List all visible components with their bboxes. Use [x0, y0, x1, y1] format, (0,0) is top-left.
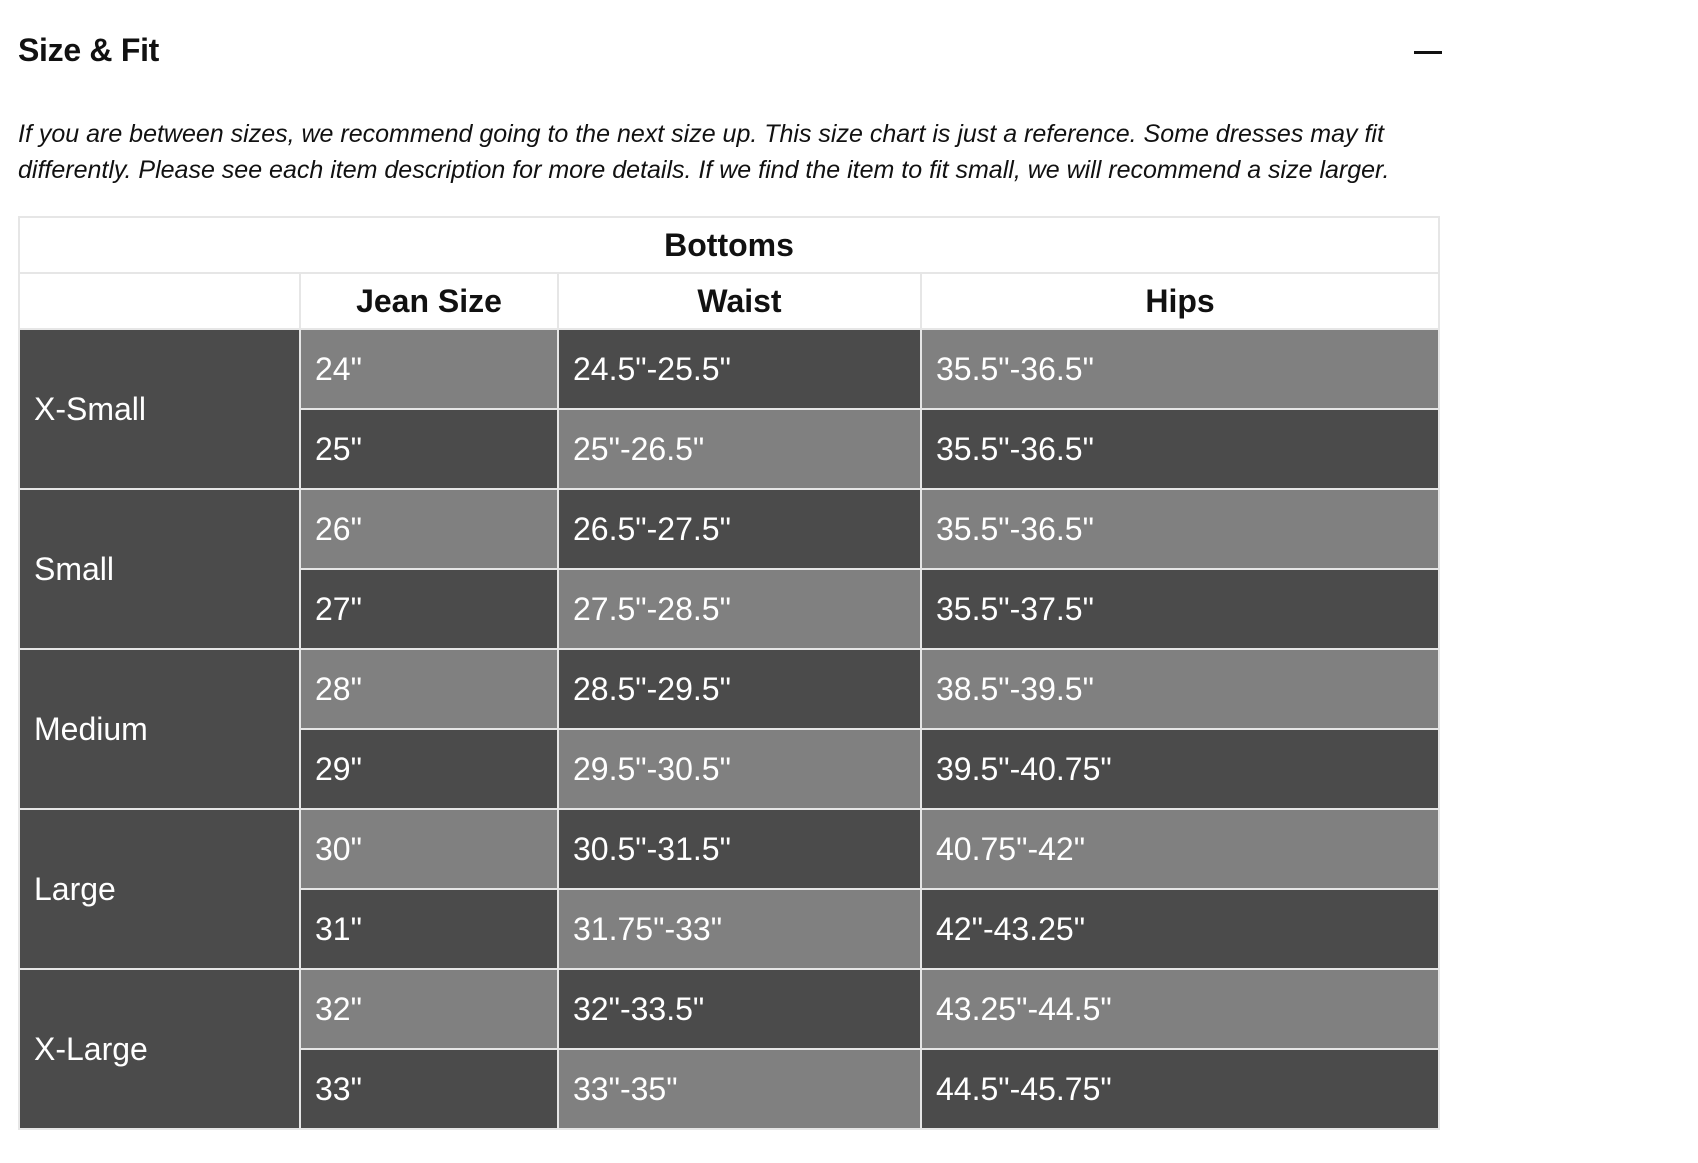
- column-header-waist: Waist: [558, 273, 921, 329]
- hips-cell: 43.25"-44.5": [921, 969, 1439, 1049]
- hips-cell: 38.5"-39.5": [921, 649, 1439, 729]
- waist-cell: 31.75"-33": [558, 889, 921, 969]
- waist-cell: 33"-35": [558, 1049, 921, 1129]
- size-label-cell: X-Large: [19, 969, 300, 1129]
- size-label-cell: Large: [19, 809, 300, 969]
- jean-size-cell: 24": [300, 329, 558, 409]
- waist-cell: 30.5"-31.5": [558, 809, 921, 889]
- jean-size-cell: 26": [300, 489, 558, 569]
- waist-cell: 29.5"-30.5": [558, 729, 921, 809]
- hips-cell: 35.5"-37.5": [921, 569, 1439, 649]
- waist-cell: 24.5"-25.5": [558, 329, 921, 409]
- hips-cell: 40.75"-42": [921, 809, 1439, 889]
- hips-cell: 39.5"-40.75": [921, 729, 1439, 809]
- minus-icon[interactable]: [1414, 39, 1442, 67]
- table-row: [19, 649, 1439, 729]
- waist-cell: 26.5"-27.5": [558, 489, 921, 569]
- size-fit-section: [18, 18, 1438, 1130]
- hips-cell: 35.5"-36.5": [921, 489, 1439, 569]
- jean-size-cell: 29": [300, 729, 558, 809]
- hips-cell: 44.5"-45.75": [921, 1049, 1439, 1129]
- hips-cell: 42"-43.25": [921, 889, 1439, 969]
- size-fit-header[interactable]: [18, 18, 1438, 82]
- size-table-body: [19, 329, 1439, 1129]
- column-header-jean-size: Jean Size: [300, 273, 558, 329]
- jean-size-cell: 25": [300, 409, 558, 489]
- size-advice-text: If you are between sizes, we recommend going to the next size up. This size chart is just a reference. Some dresses may fit differently. Please see each item description for more details. If we find the item to fit small, we will recommend a size larger.: [18, 120, 1390, 184]
- size-label-cell: X-Small: [19, 329, 300, 489]
- waist-cell: 28.5"-29.5": [558, 649, 921, 729]
- waist-cell: 32"-33.5": [558, 969, 921, 1049]
- section-title: Size & Fit: [18, 31, 160, 68]
- jean-size-cell: 31": [300, 889, 558, 969]
- size-label-cell: Medium: [19, 649, 300, 809]
- column-header-size: [19, 273, 300, 329]
- table-caption: Bottoms: [19, 217, 1439, 273]
- table-row: [19, 489, 1439, 569]
- waist-cell: 25"-26.5": [558, 409, 921, 489]
- waist-cell: 27.5"-28.5": [558, 569, 921, 649]
- jean-size-cell: 28": [300, 649, 558, 729]
- hips-cell: 35.5"-36.5": [921, 409, 1439, 489]
- column-header-hips: Hips: [921, 273, 1439, 329]
- size-chart-table: [18, 216, 1440, 1130]
- jean-size-cell: 27": [300, 569, 558, 649]
- hips-cell: 35.5"-36.5": [921, 329, 1439, 409]
- table-row: [19, 809, 1439, 889]
- jean-size-cell: 33": [300, 1049, 558, 1129]
- table-row: [19, 969, 1439, 1049]
- jean-size-cell: 32": [300, 969, 558, 1049]
- size-label-cell: Small: [19, 489, 300, 649]
- table-row: [19, 329, 1439, 409]
- jean-size-cell: 30": [300, 809, 558, 889]
